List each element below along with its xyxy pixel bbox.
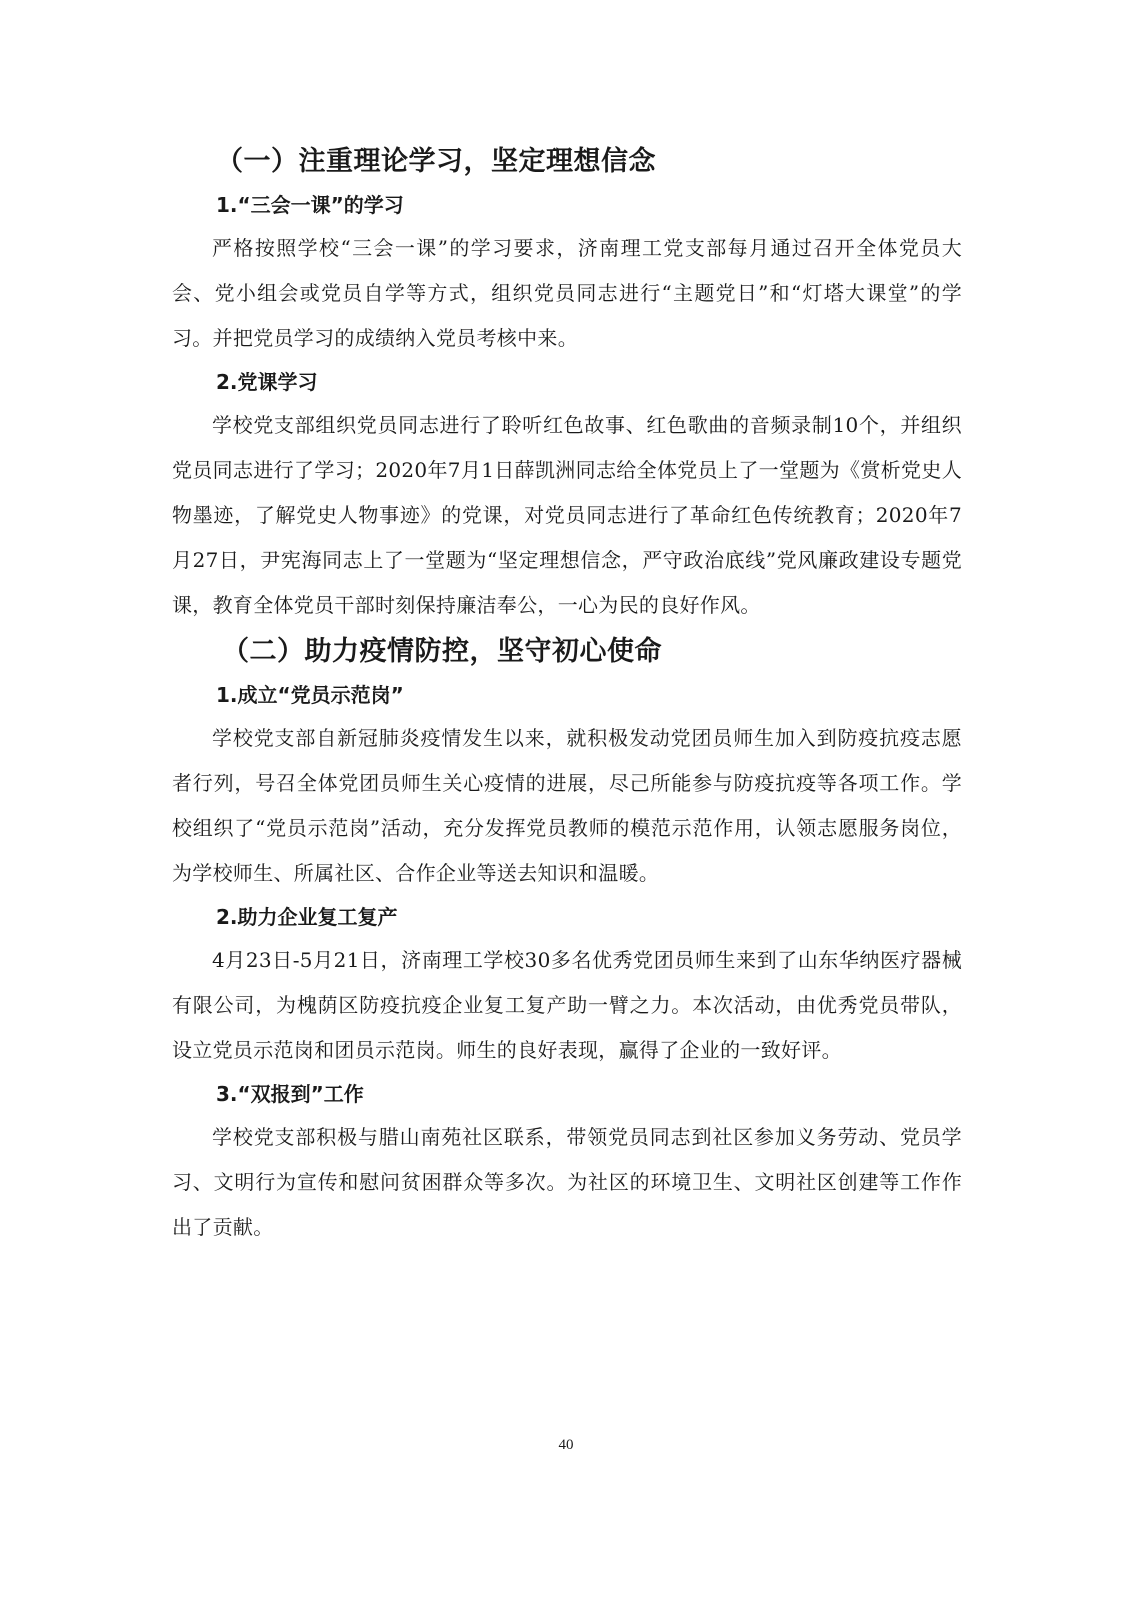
subsection-heading-2-3: 3.“双报到”工作 — [216, 1082, 364, 1106]
subsection-heading-1-1: 1.“三会一课”的学习 — [216, 193, 404, 217]
subsection-heading-1-2: 2.党课学习 — [216, 370, 318, 394]
document-body — [172, 140, 962, 1250]
subsection-heading-2-1: 1.成立“党员示范岗” — [216, 683, 404, 707]
section-heading-2: （二）助力疫情防控，坚守初心使命 — [222, 636, 662, 667]
paragraph-2-2: 4月23日-5月21日，济南理工学校30多名优秀党团员师生来到了山东华纳医疗器械有限公司，为槐荫区防疫抗疫企业复工复产助一臂之力。本次活动，由优秀党员带队，设立党员示范岗和团员示范岗。师生的良好表现，赢得了企业的一致好评。 — [172, 948, 962, 1062]
paragraph-1-1: 严格按照学校“三会一课”的学习要求，济南理工党支部每月通过召开全体党员大会、党小组会或党员自学等方式，组织党员同志进行“主题党日”和“灯塔大课堂”的学习。并把党员学习的成绩纳入党员考核中来。 — [172, 236, 962, 350]
section-heading-1: （一）注重理论学习，坚定理想信念 — [216, 146, 656, 177]
page-number: 40 — [558, 1437, 574, 1453]
paragraph-1-2: 学校党支部组织党员同志进行了聆听红色故事、红色歌曲的音频录制10个，并组织党员同志进行了学习；2020年7月1日薛凯洲同志给全体党员上了一堂题为《赏析党史人物墨迹，了解党史人物事迹》的党课，对党员同志进行了革命红色传统教育；2020年7月27日，尹宪海同志上了一堂题为“坚定理想信念，严守政治底线”党风廉政建设专题党课，教育全体党员干部时刻保持廉洁奉公，一心为民的良好作风。 — [172, 413, 962, 617]
paragraph-2-3: 学校党支部积极与腊山南苑社区联系，带领党员同志到社区参加义务劳动、党员学习、文明行为宣传和慰问贫困群众等多次。为社区的环境卫生、文明社区创建等工作作出了贡献。 — [172, 1125, 962, 1239]
subsection-heading-2-2: 2.助力企业复工复产 — [216, 905, 398, 929]
paragraph-2-1: 学校党支部自新冠肺炎疫情发生以来，就积极发动党团员师生加入到防疫抗疫志愿者行列，号召全体党团员师生关心疫情的进展，尽己所能参与防疫抗疫等各项工作。学校组织了“党员示范岗”活动，充分发挥党员教师的模范示范作用，认领志愿服务岗位，为学校师生、所属社区、合作企业等送去知识和温暖。 — [172, 726, 962, 885]
